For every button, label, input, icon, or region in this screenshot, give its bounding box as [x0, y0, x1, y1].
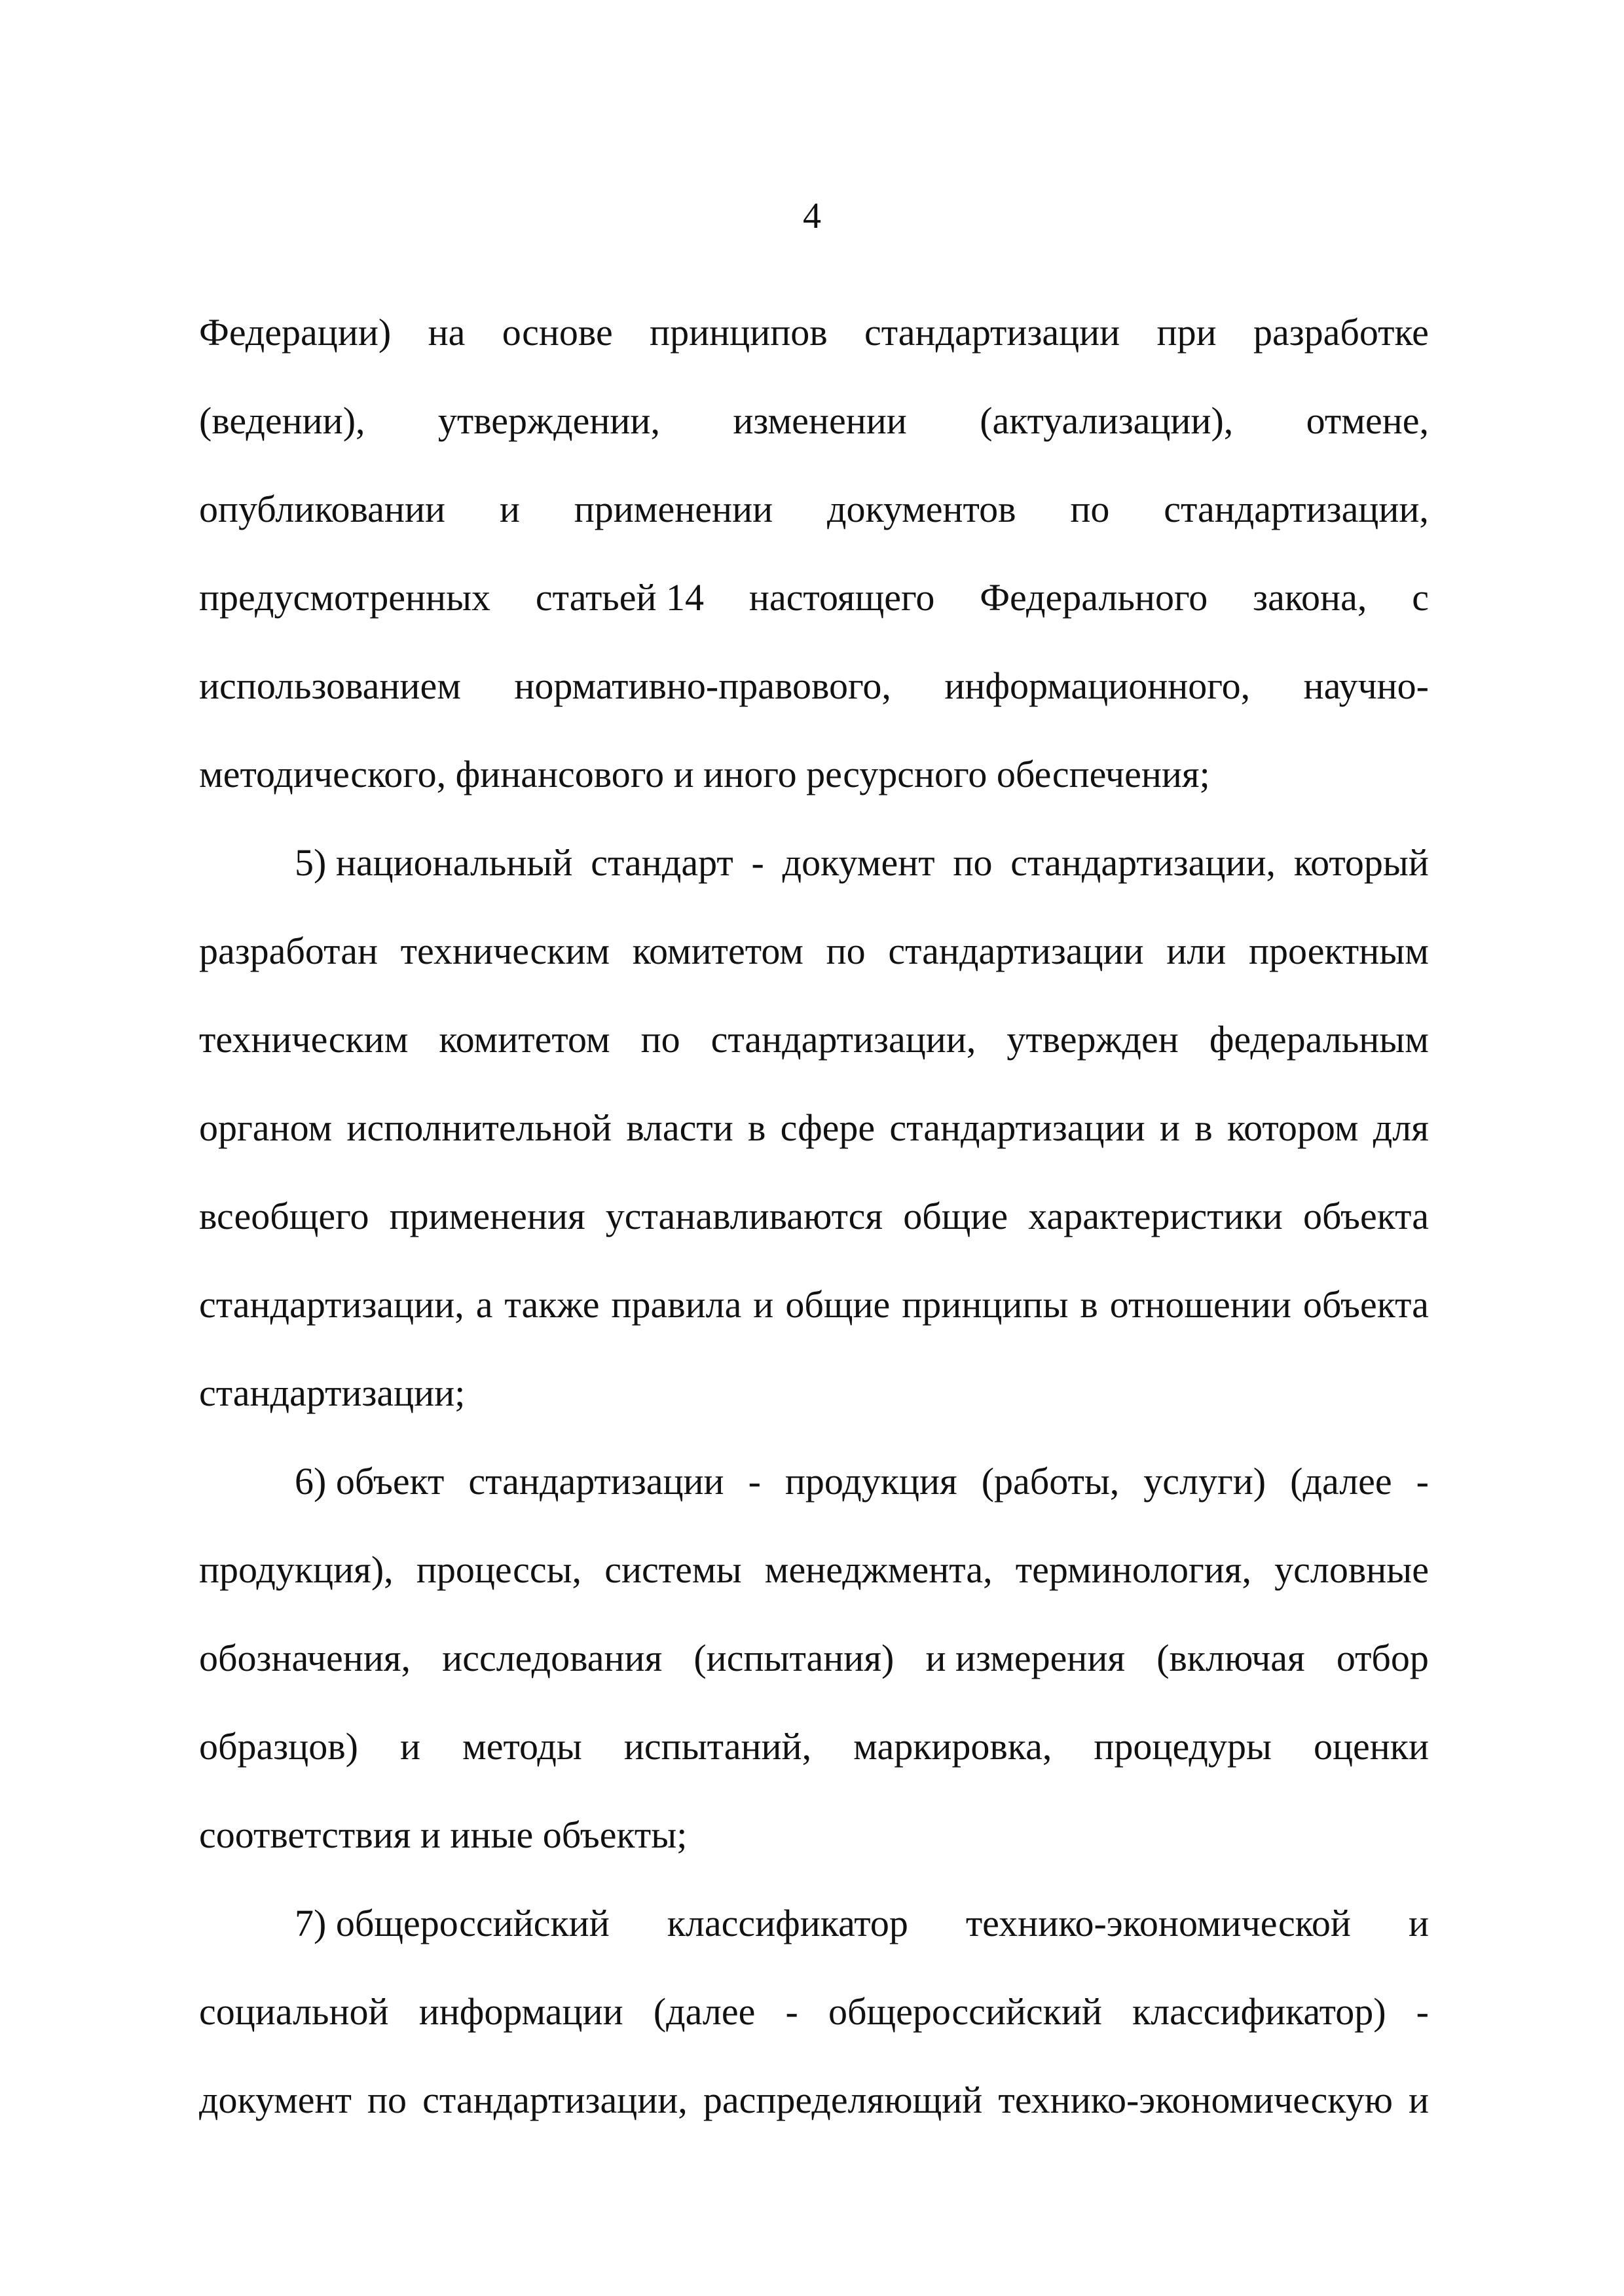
word: при [1156, 311, 1217, 354]
word: комитетом [632, 930, 803, 972]
word: методы [462, 1725, 582, 1768]
word: по [640, 1018, 680, 1061]
word: (включая [1156, 1637, 1305, 1679]
word: по [367, 2079, 407, 2121]
text-line [199, 1084, 1429, 1172]
word: - [1416, 1460, 1429, 1503]
page-number: 4 [803, 196, 821, 236]
word: с [1412, 576, 1429, 619]
word: закона, [1253, 576, 1367, 619]
text-line [199, 1702, 1429, 1791]
text-line [199, 907, 1429, 995]
word: сфере [780, 1106, 876, 1149]
word: классификатор [667, 1902, 908, 1944]
word: всеобщего [199, 1195, 369, 1237]
word: процедуры [1094, 1725, 1272, 1768]
word: объекта [1302, 1283, 1429, 1326]
word: опубликовании [199, 488, 446, 530]
word: Федерации) [199, 311, 392, 354]
word: органом [199, 1106, 333, 1149]
word: стандарт [591, 841, 733, 884]
word: испытаний, [623, 1725, 812, 1768]
word: (актуализации), [980, 399, 1234, 442]
word: котором [1227, 1106, 1359, 1149]
word: документов [826, 488, 1016, 530]
word: проектным [1249, 930, 1429, 972]
word: принципы [902, 1283, 1069, 1326]
word: документ [782, 841, 935, 884]
word: терминология, [1015, 1548, 1251, 1591]
word: стандартизации, [422, 2079, 688, 2121]
word: менеджмента, [764, 1548, 993, 1591]
word: отношении [1109, 1283, 1291, 1326]
word: утверждении, [437, 399, 660, 442]
word: стандартизации, [1010, 841, 1276, 884]
text-line [199, 1967, 1429, 2056]
word: применения [389, 1195, 585, 1237]
text-line [199, 730, 1429, 818]
word: отбор [1336, 1637, 1429, 1679]
word: информации [418, 1990, 623, 2033]
word: процессы, [416, 1548, 582, 1591]
word: 7) общероссийский [295, 1902, 610, 1944]
word: в [748, 1106, 766, 1149]
word: и [1408, 1902, 1429, 1944]
word: техническим [199, 1018, 409, 1061]
word: документ [199, 2079, 352, 2121]
word: предусмотренных [199, 576, 491, 619]
text-line [199, 1791, 1429, 1879]
word: иные [450, 1813, 534, 1856]
word: который [1293, 841, 1429, 884]
word: ресурсного [806, 753, 987, 795]
word: власти [626, 1106, 733, 1149]
word: а [475, 1283, 493, 1326]
word: распределяющий [703, 2079, 983, 2121]
word: - [785, 1990, 798, 2033]
word: стандартизации, [199, 1283, 464, 1326]
word: и измерения [925, 1637, 1126, 1679]
word: финансового [455, 753, 665, 795]
word: иного [703, 753, 797, 795]
word: образцов) [199, 1725, 358, 1768]
word: нормативно-правового, [514, 665, 891, 707]
word: и [673, 753, 694, 795]
word: или [1166, 930, 1227, 972]
word: использованием [199, 665, 461, 707]
text-line [199, 1525, 1429, 1614]
word: услуги) [1143, 1460, 1266, 1503]
word: и [499, 488, 520, 530]
word: стандартизации [468, 1460, 724, 1503]
word: стандартизации, [1164, 488, 1429, 530]
word: условные [1274, 1548, 1429, 1591]
word: оценки [1313, 1725, 1429, 1768]
text-line [199, 2056, 1429, 2144]
word: принципов [650, 311, 828, 354]
word: в [1080, 1283, 1098, 1326]
word: характеристики [1028, 1195, 1283, 1237]
word: применении [574, 488, 773, 530]
text-line [199, 1260, 1429, 1349]
word: стандартизации [889, 1106, 1145, 1149]
text-line [199, 1437, 1429, 1525]
word: и [420, 1813, 441, 1856]
word: стандартизации, [710, 1018, 976, 1061]
word: федеральным [1209, 1018, 1429, 1061]
word: (испытания) [693, 1637, 895, 1679]
text-line [199, 288, 1429, 376]
text-line [199, 1172, 1429, 1260]
word: настоящего [748, 576, 935, 619]
word: социальной [199, 1990, 389, 2033]
word: и [1408, 2079, 1429, 2121]
word: (далее [653, 1990, 756, 2033]
text-line [199, 818, 1429, 907]
word: разработке [1253, 311, 1429, 354]
word: в [1194, 1106, 1213, 1149]
word: Федерального [980, 576, 1208, 619]
word: основе [502, 311, 613, 354]
word: для [1373, 1106, 1429, 1149]
word: исполнительной [346, 1106, 612, 1149]
word: продукция [784, 1460, 957, 1503]
word: - [1416, 1990, 1429, 2033]
word: (ведении), [199, 399, 365, 442]
word: соответствия [199, 1813, 411, 1856]
word: исследования [442, 1637, 663, 1679]
word: системы [604, 1548, 742, 1591]
word: информационного, [944, 665, 1251, 707]
word: по [1070, 488, 1110, 530]
word: отмене, [1306, 399, 1429, 442]
word: общероссийский [828, 1990, 1102, 2033]
word: разработан [199, 930, 378, 972]
word: технико-экономической [965, 1902, 1351, 1944]
word: объекты; [542, 1813, 688, 1856]
word: стандартизации [864, 311, 1120, 354]
word: по [953, 841, 993, 884]
word: и [753, 1283, 774, 1326]
word: технико-экономическую [998, 2079, 1393, 2121]
text-line [199, 553, 1429, 642]
word: классификатор) [1132, 1990, 1386, 2033]
word: утвержден [1006, 1018, 1179, 1061]
word: изменении [733, 399, 907, 442]
word: стандартизации; [199, 1372, 466, 1414]
word: научно- [1303, 665, 1429, 707]
text-line [199, 995, 1429, 1084]
word: и [1159, 1106, 1180, 1149]
word: (далее [1290, 1460, 1392, 1503]
word: продукция), [199, 1548, 394, 1591]
word: техническим [400, 930, 610, 972]
word: устанавливаются [605, 1195, 883, 1237]
word: маркировка, [853, 1725, 1052, 1768]
word: (работы, [981, 1460, 1120, 1503]
word: обозначения, [199, 1637, 411, 1679]
text-line [199, 642, 1429, 730]
text-line [199, 1879, 1429, 1967]
word: 6) объект [295, 1460, 445, 1503]
word: 5) национальный [295, 841, 573, 884]
text-line [199, 376, 1429, 465]
text-line [199, 1349, 1429, 1437]
word: - [751, 841, 764, 884]
text-line [199, 1614, 1429, 1702]
word: также [504, 1283, 600, 1326]
word: общие [785, 1283, 891, 1326]
word: комитетом [439, 1018, 610, 1061]
word: статьей 14 [535, 576, 705, 619]
body-text [199, 288, 1429, 2144]
word: - [748, 1460, 761, 1503]
word: по [826, 930, 866, 972]
word: общие [903, 1195, 1008, 1237]
word: правила [611, 1283, 742, 1326]
word: на [428, 311, 466, 354]
word: обеспечения; [996, 753, 1210, 795]
word: стандартизации [888, 930, 1144, 972]
text-line [199, 465, 1429, 553]
word: объекта [1302, 1195, 1429, 1237]
word: и [399, 1725, 420, 1768]
word: методического, [199, 753, 447, 795]
